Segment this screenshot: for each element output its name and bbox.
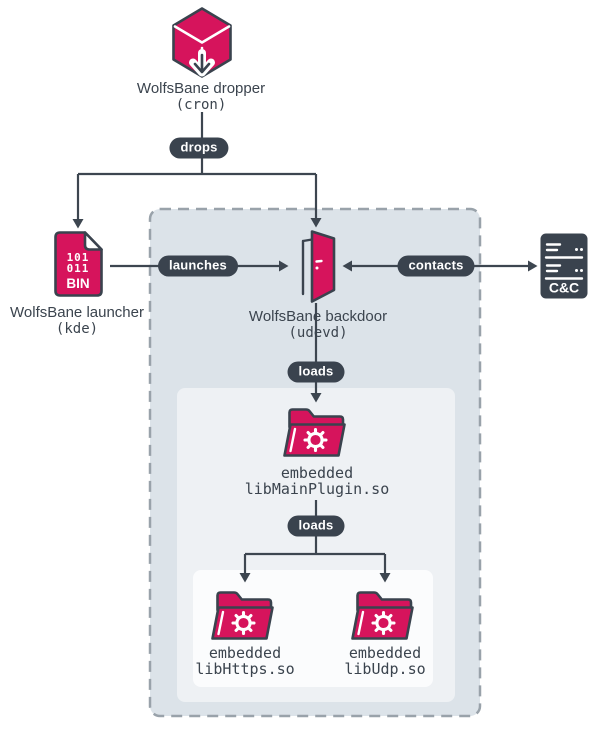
backdoor-label (249, 308, 387, 342)
backdoor-door-icon (294, 228, 338, 304)
dropper-label (137, 80, 265, 114)
bin-file-icon (52, 230, 104, 298)
main-plugin-label (245, 465, 390, 497)
edge-lines (78, 112, 529, 574)
edge-label-contacts: contacts (397, 256, 474, 277)
plugin-folder-icon (209, 586, 281, 642)
plugin-folder-icon (349, 586, 421, 642)
arrowhead-right-server (528, 261, 538, 272)
edge-label-loads-main: loads (288, 362, 345, 383)
dropper-subtitle: (cron) (175, 97, 227, 113)
https-plugin-subtitle: libHttps.so (195, 660, 295, 678)
launcher-subtitle: (kde) (55, 321, 99, 337)
arrowhead-left-backdoor (343, 261, 353, 272)
main-plugin-title: embedded (280, 464, 354, 482)
main-plugin-subtitle: libMainPlugin.so (244, 480, 390, 498)
plugin-folder-icon (281, 403, 353, 459)
bin-digits-2: 011 (66, 262, 90, 275)
arrowhead-down-https (240, 573, 251, 583)
backdoor-subtitle: (udevd) (288, 325, 348, 341)
https-plugin-title: embedded (208, 644, 282, 662)
cnc-label: C&C (548, 279, 580, 296)
https-plugin-label (195, 645, 294, 677)
arrowhead-right-backdoor (279, 261, 289, 272)
arrowhead-down-backdoor (311, 218, 322, 228)
bin-digits-1: 101 (66, 251, 90, 264)
launcher-title: WolfsBane launcher (10, 304, 144, 321)
bin-text: BIN (66, 276, 90, 291)
edge-label-launches: launches (158, 256, 238, 277)
edge-label-drops: drops (169, 138, 228, 159)
udp-plugin-subtitle: libUdp.so (344, 660, 426, 678)
arrowhead-down-launcher (73, 219, 84, 229)
backdoor-title: WolfsBane backdoor (248, 308, 388, 325)
arrowhead-down-mainplugin (311, 393, 322, 403)
udp-plugin-title: embedded (348, 644, 422, 662)
dropper-title: WolfsBane dropper (136, 80, 266, 97)
cnc-server-icon (538, 231, 590, 301)
udp-plugin-label (344, 645, 425, 677)
edge-label-loads-children: loads (288, 516, 345, 537)
door-handle (317, 261, 322, 262)
launcher-label (10, 304, 144, 338)
dropper-cube-icon (167, 5, 237, 79)
arrowhead-down-udp (380, 573, 391, 583)
